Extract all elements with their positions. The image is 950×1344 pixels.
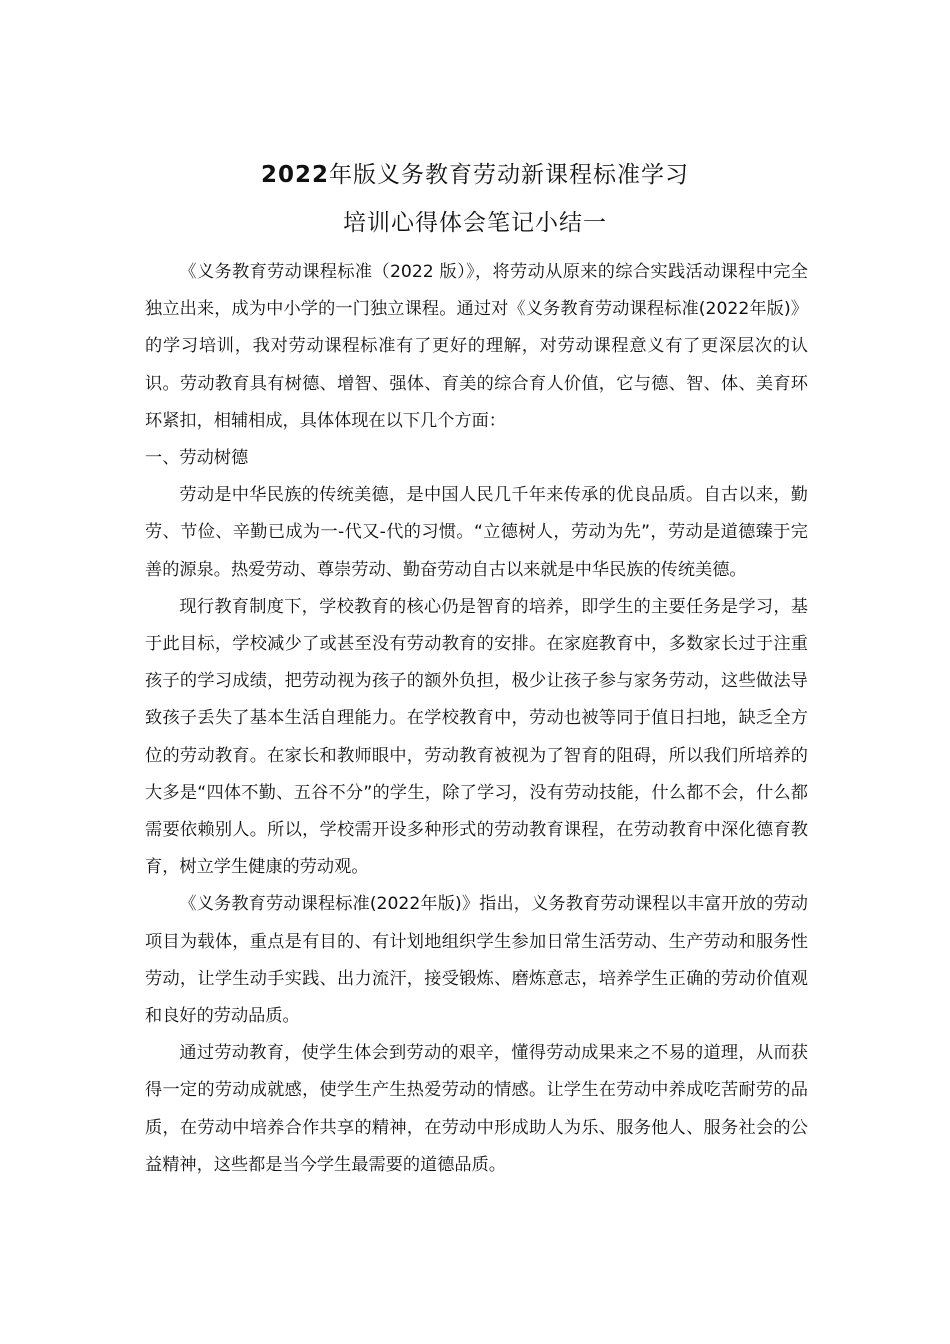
title-text: 年版义务教育劳动新课程标准学习	[329, 162, 689, 188]
document-title-line-1	[0, 156, 950, 189]
paragraph-labor-education-value: 通过劳动教育，使学生体会到劳动的艰辛，懂得劳动成果来之不易的道理，从而获得一定的劳动成就感，使学生产生热爱劳动的情感。让学生在劳动中养成吃苦耐劳的品质，在劳动中培养合作共享的精神，在劳动中形成助人为乐、服务他人、服务社会的公益精神，这些都是当今学生最需要的道德品质。	[145, 1043, 808, 1175]
section-heading-labor-morality: 一、劳动树德	[145, 448, 249, 469]
paragraph-current-education: 现行教育制度下，学校教育的核心仍是智育的培养，即学生的主要任务是学习，基于此目标，学校减少了或甚至没有劳动教育的安排。在家庭教育中，多数家长过于注重孩子的学习成绩，把劳动视为孩子的额外负担，极少让孩子参与家务劳动，这些做法导致孩子丢失了基本生活自理能力。在学校教育中，劳动也被等同于值日扫地，缺乏全方位的劳动教育。在家长和教师眼中，劳动教育被视为了智育的阻碍，所以我们所培养的大多是“四体不勤、五谷不分”的学生，除了学习，没有劳动技能，什么都不会，什么都需要依赖别人。所以，学校需开设多种形式的劳动教育课程，在劳动教育中深化德育教育，树立学生健康的劳动观。	[145, 596, 808, 878]
paragraph-traditional-virtue: 劳动是中华民族的传统美德，是中国人民几千年来传承的优良品质。自古以来，勤劳、节俭、辛勤已成为一-代又-代的习惯。“立德树人，劳动为先”，劳动是道德臻于完善的源泉。热爱劳动、尊崇劳动、勤奋劳动自古以来就是中华民族的传统美德。	[145, 485, 808, 580]
paragraph-intro: 《义务教育劳动课程标准（2022 版）》，将劳动从原来的综合实践活动课程中完全独立出来，成为中小学的一门独立课程。通过对《义务教育劳动课程标准(2022年版)》的学习培训，我对劳动课程标准有了更好的理解，对劳动课程意义有了更深层次的认识。劳动教育具有树德、增智、强体、育美的综合育人价值，它与德、智、体、美育环环紧扣，相辅相成，具体体现在以下几个方面：	[145, 262, 808, 431]
paragraph-curriculum-standard: 《义务教育劳动课程标准(2022年版)》指出，义务教育劳动课程以丰富开放的劳动项目为载体，重点是有目的、有计划地组织学生参加日常生活劳动、生产劳动和服务性劳动，让学生动手实践、出力流汗，接受锻炼、磨炼意志，培养学生正确的劳动价值观和良好的劳动品质。	[145, 894, 808, 1027]
document-body	[145, 254, 808, 1184]
document-title-line-2: 培训心得体会笔记小结一	[343, 210, 607, 236]
title-year: 2022	[260, 162, 329, 188]
